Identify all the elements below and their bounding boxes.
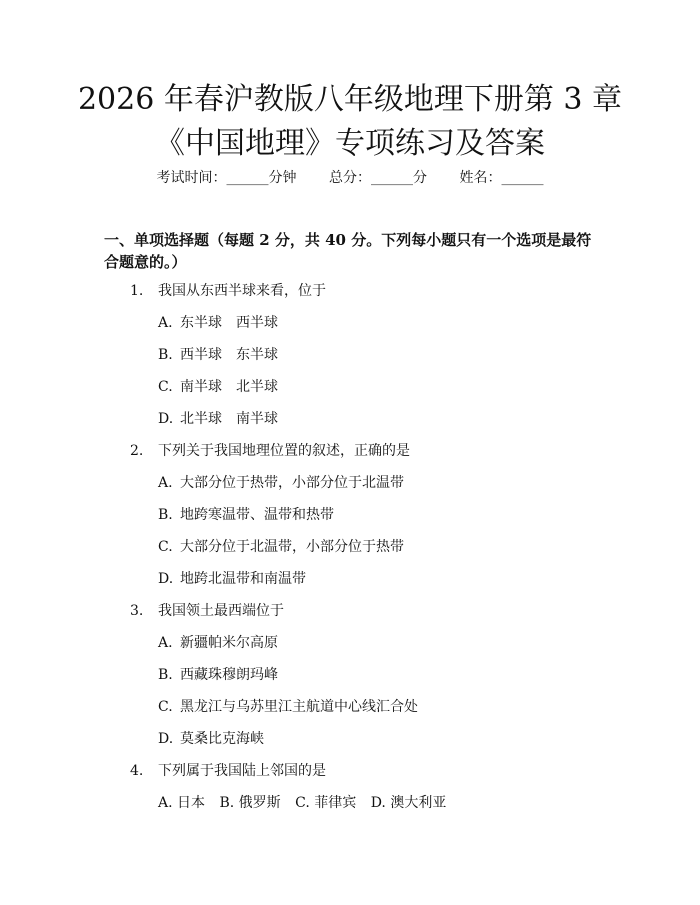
option-text: 北半球 南半球 [180, 411, 278, 427]
option-3d [158, 729, 264, 749]
total-score: 总分：______分 [329, 170, 427, 186]
question-3 [130, 601, 284, 621]
option-text: 新疆帕米尔高原 [180, 635, 278, 651]
option-letter: B. [158, 507, 173, 523]
option-2c [158, 537, 404, 557]
option-4b [219, 795, 280, 811]
option-letter: A. [158, 795, 173, 811]
question-text: 我国领土最西端位于 [158, 603, 284, 619]
option-1d [158, 409, 278, 429]
option-text: 大部分位于北温带，小部分位于热带 [180, 539, 404, 555]
option-letter: C. [295, 795, 310, 811]
option-text: 俄罗斯 [238, 795, 281, 811]
option-letter: D. [370, 795, 386, 811]
option-2d [158, 569, 306, 589]
option-text: 东半球 西半球 [180, 315, 278, 331]
question-4 [130, 761, 326, 781]
option-letter: C. [158, 379, 173, 395]
question-1 [130, 281, 326, 301]
option-text: 西半球 东半球 [180, 347, 278, 363]
option-3c [158, 697, 418, 717]
option-text: 黑龙江与乌苏里江主航道中心线汇合处 [180, 699, 418, 715]
option-text: 地跨北温带和南温带 [180, 571, 306, 587]
option-text: 地跨寒温带、温带和热带 [180, 507, 334, 523]
option-letter: C. [158, 699, 173, 715]
student-name: 姓名：______ [459, 170, 544, 186]
option-letter: B. [158, 347, 173, 363]
option-3b [158, 665, 278, 685]
option-4d [371, 795, 447, 811]
option-letter: D. [158, 571, 174, 587]
option-letter: D. [158, 411, 174, 427]
option-letter: A. [158, 315, 173, 331]
exam-meta [0, 168, 700, 188]
question-number: 2. [130, 443, 144, 459]
option-letter: A. [158, 475, 173, 491]
option-2a [158, 473, 404, 493]
option-4a [158, 795, 205, 811]
question-number: 4. [130, 763, 144, 779]
option-letter: A. [158, 635, 173, 651]
option-text: 西藏珠穆朗玛峰 [180, 667, 278, 683]
option-1b [158, 345, 278, 365]
options-4-inline [158, 793, 456, 813]
option-text: 日本 [177, 795, 206, 811]
option-1a [158, 313, 278, 333]
option-letter: B. [219, 795, 235, 811]
question-text: 下列属于我国陆上邻国的是 [158, 763, 326, 779]
section-heading: 一、单项选择题（每题 2 分，共 40 分。下列每小题只有一个选项是最符合题意的。） [104, 231, 592, 271]
question-text: 下列关于我国地理位置的叙述，正确的是 [158, 443, 410, 459]
option-text: 菲律宾 [314, 795, 357, 811]
option-3a [158, 633, 278, 653]
question-text: 我国从东西半球来看，位于 [158, 283, 326, 299]
question-number: 1. [130, 283, 144, 299]
option-1c [158, 377, 278, 397]
option-text: 大部分位于热带，小部分位于北温带 [180, 475, 404, 491]
option-text: 莫桑比克海峡 [180, 731, 264, 747]
option-text: 澳大利亚 [390, 795, 447, 811]
document-title: 2026 年春沪教版八年级地理下册第 3 章《中国地理》专项练习及答案 [77, 82, 623, 161]
question-number: 3. [130, 603, 144, 619]
option-letter: C. [158, 539, 173, 555]
question-2 [130, 441, 410, 461]
option-letter: B. [158, 667, 173, 683]
option-text: 南半球 北半球 [180, 379, 278, 395]
exam-time: 考试时间：______分钟 [156, 170, 297, 186]
option-4c [295, 795, 356, 811]
option-2b [158, 505, 334, 525]
option-letter: D. [158, 731, 174, 747]
